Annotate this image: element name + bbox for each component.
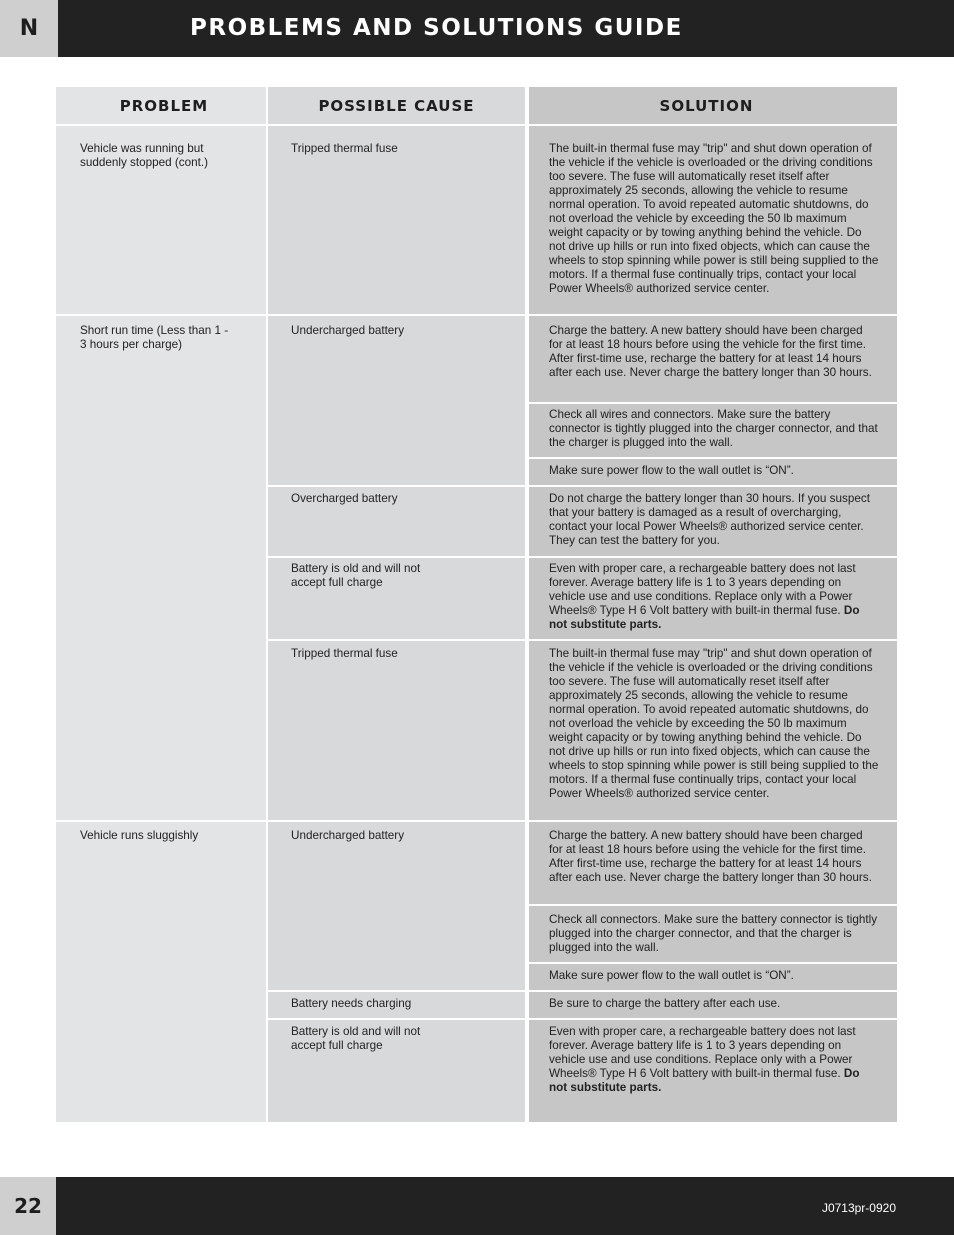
solution-cell: Do not charge the battery longer than 30 hours. If you suspect that your battery is damaged as a result of overcharging, contact your local Power Wheels® authorized service center. They can test the battery for you. [549,492,870,547]
solution-cell: Be sure to charge the battery after each use. [549,997,781,1010]
solution-divider [529,457,897,459]
header-cause: POSSIBLE CAUSE [318,96,475,115]
warning-text: Do not substitute parts. [549,604,860,631]
cause-divider [268,485,897,487]
footer-bar [56,1177,954,1235]
cause-cell: Overcharged battery [291,492,398,505]
cause-cell: Battery is old and will not accept full charge [291,562,421,589]
page-number-tab [0,1177,56,1235]
solution-cell: Check all wires and connectors. Make sure the battery connector is tightly plugged into the charger connector, and that the charger is plugged into the wall. [549,408,878,449]
header-solution: SOLUTION [659,96,754,115]
row-divider [56,820,897,822]
solution-cell: Make sure power flow to the wall outlet is “ON”. [549,969,794,982]
solution-cell: Charge the battery. A new battery should have been charged for at least 18 hours before using the vehicle for the first time. After first-time use, recharge the battery for at least 14 hours after each use. Never charge the battery longer than 30 hours. [549,324,872,379]
cause-cell: Battery needs charging [291,997,412,1010]
solution-divider [529,904,897,906]
solution-cell: Make sure power flow to the wall outlet is “ON”. [549,464,794,477]
solution-divider [529,962,897,964]
section-tab [0,0,58,57]
document-code: J0713pr-0920 [821,1201,896,1215]
row-divider [56,314,897,316]
cause-cell: Undercharged battery [291,324,405,337]
cause-divider [268,639,897,641]
solution-cell: The built-in thermal fuse may "trip" and shut down operation of the vehicle if the vehicle is overloaded or the driving conditions too severe. The fuse will automatically reset itself after approximately 25 seconds, allowing the vehicle to resume normal operation. To avoid repeated automatic shutdowns, do not overload the vehicle by exceeding the 50 lb maximum weight capacity or by towing anything behind the vehicle. Do not drive up hills or run into fixed objects, which can cause the wheels to stop spinning while power is still being supplied to the motors. If a thermal fuse continually trips, contact your local Power Wheels® authorized service center. [549,647,879,800]
cause-cell: Tripped thermal fuse [291,142,398,155]
solution-cell: Check all connectors. Make sure the battery connector is tightly plugged into the charger connector, and that the charger is plugged into the wall. [549,913,878,954]
cause-divider [268,556,897,558]
cause-column [268,87,525,1122]
solution-cell: The built-in thermal fuse may "trip" and shut down operation of the vehicle if the vehicle is overloaded or the driving conditions too severe. The fuse will automatically reset itself after approximately 25 seconds, allowing the vehicle to resume normal operation. To avoid repeated automatic shutdowns, do not overload the vehicle by exceeding the 50 lb maximum weight capacity or by towing anything behind the vehicle. Do not drive up hills or run into fixed objects, which can cause the wheels to stop spinning while power is still being supplied to the motors. If a thermal fuse continually trips, contact your local Power Wheels® authorized service center. [549,142,879,295]
problem-cell: Vehicle was running but suddenly stopped (cont.) [80,142,208,169]
problem-column [56,87,266,1122]
header-problem: PROBLEM [119,96,209,115]
page-title: PROBLEMS AND SOLUTIONS GUIDE [190,15,683,41]
cause-cell: Tripped thermal fuse [291,647,398,660]
solution-cell: Charge the battery. A new battery should have been charged for at least 18 hours before using the vehicle for the first time. After first-time use, recharge the battery for at least 14 hours after each use. Never charge the battery longer than 30 hours. [549,829,872,884]
solution-divider [529,402,897,404]
cause-divider [268,1018,897,1020]
page-number: 22 [14,1194,42,1218]
solution-text: Even with proper care, a rechargeable battery does not last forever. Average battery life is 1 to 3 years depending on vehicle use and use conditions. Replace only with a Power Wheels® Type H 6 Volt battery with built-in thermal fuse. [549,1025,856,1080]
cause-divider [268,990,897,992]
cause-cell: Undercharged battery [291,829,405,842]
cause-cell: Battery is old and will not accept full charge [291,1025,421,1052]
solution-cell [549,562,879,632]
header-divider [56,124,897,126]
problem-cell: Short run time (Less than 1 - 3 hours per charge) [80,324,229,351]
warning-text: Do not substitute parts. [549,1067,860,1094]
solution-text: Even with proper care, a rechargeable battery does not last forever. Average battery life is 1 to 3 years depending on vehicle use and use conditions. Replace only with a Power Wheels® Type H 6 Volt battery with built-in thermal fuse. [549,562,856,617]
section-letter: N [19,16,39,41]
solution-cell [549,1025,879,1095]
problem-cell: Vehicle runs sluggishly [80,829,199,842]
